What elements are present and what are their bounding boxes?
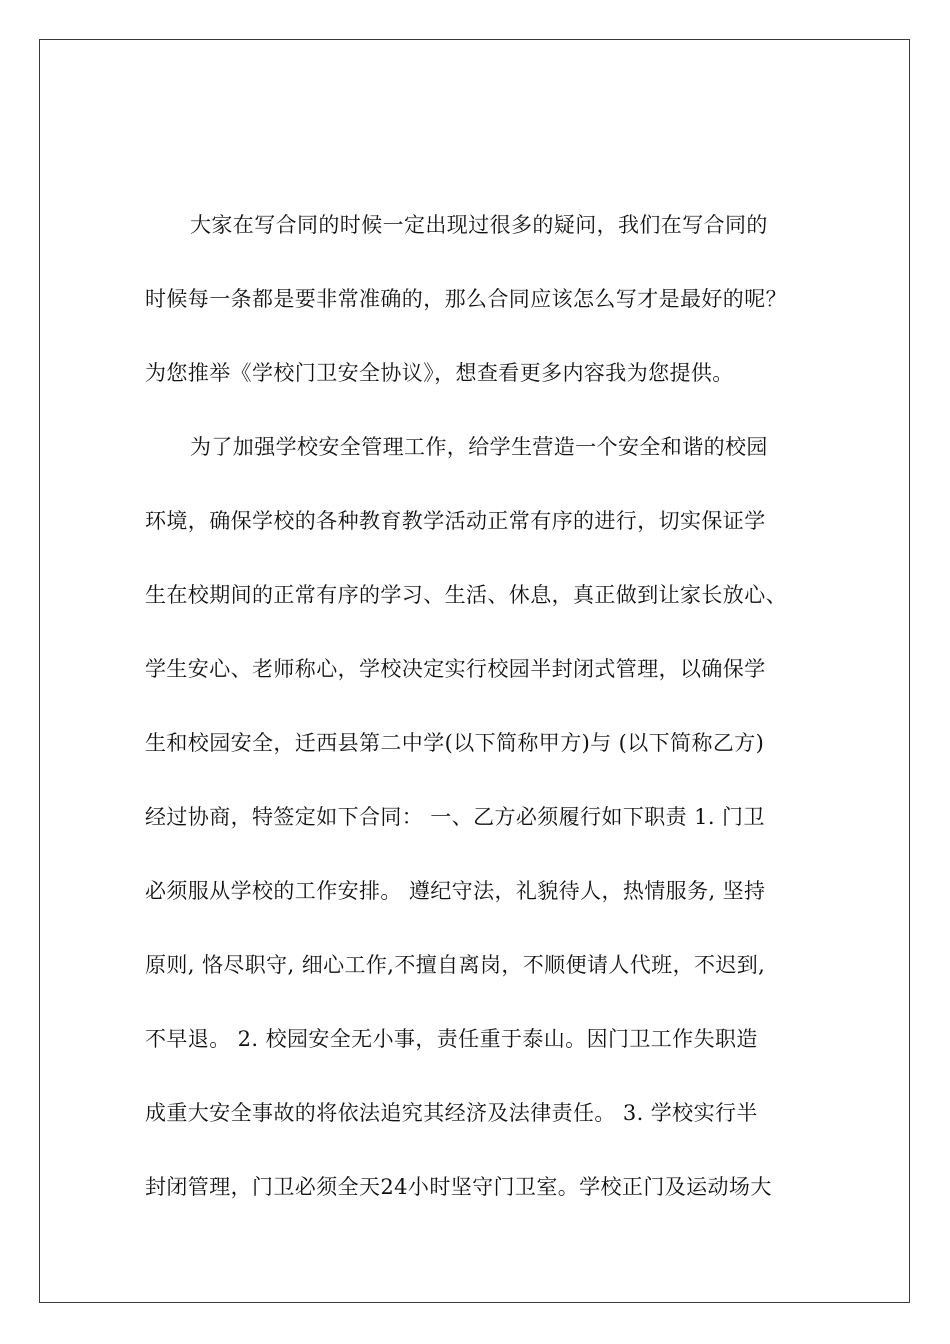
- text-line: 必须服从学校的工作安排。 遵纪守法，礼貌待人，热情服务, 坚持: [145, 879, 766, 903]
- text-line: 大家在写合同的时候一定出现过很多的疑问，我们在写合同的: [190, 213, 768, 237]
- text-line: 成重大安全事故的将依法追究其经济及法律责任。 3. 学校实行半: [145, 1101, 758, 1125]
- text-line: 经过协商，特签定如下合同： 一、乙方必须履行如下职责 1. 门卫: [145, 805, 765, 829]
- text-line: 不早退。 2. 校园安全无小事，责任重于泰山。因门卫工作失职造: [145, 1027, 758, 1051]
- text-line: 封闭管理，门卫必须全天24小时坚守门卫室。学校正门及运动场大: [145, 1175, 772, 1199]
- text-line: 学生安心、老师称心，学校决定实行校园半封闭式管理，以确保学: [145, 657, 766, 681]
- text-line: 生和校园安全，迁西县第二中学(以下简称甲方)与 (以下简称乙方): [145, 731, 765, 755]
- text-line: 为了加强学校安全管理工作，给学生营造一个安全和谐的校园: [190, 435, 768, 459]
- text-line: 环境，确保学校的各种教育教学活动正常有序的进行，切实保证学: [145, 509, 766, 533]
- text-line: 生在校期间的正常有序的学习、生活、休息，真正做到让家长放心、: [145, 583, 787, 607]
- text-line: 为您推举《学校门卫安全协议》，想查看更多内容我为您提供。: [145, 361, 734, 385]
- text-line: 原则, 恪尽职守, 细心工作,不擅自离岗，不顺便请人代班，不迟到,: [145, 953, 766, 977]
- text-line: 时候每一条都是要非常准确的，那么合同应该怎么写才是最好的呢？: [145, 287, 787, 311]
